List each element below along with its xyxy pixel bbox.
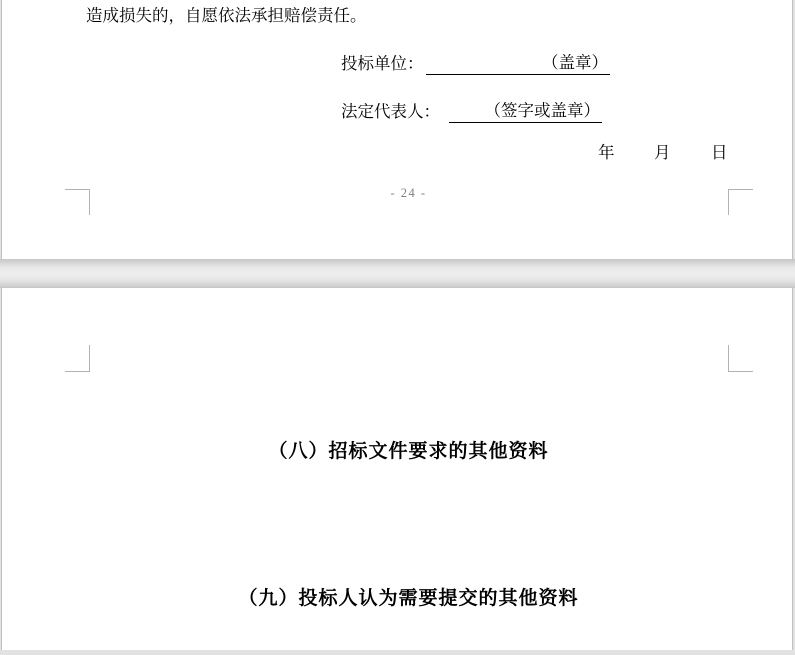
page-gap xyxy=(0,259,795,288)
margin-corner-mark-bottom-right xyxy=(728,189,753,215)
paragraph-text: 造成损失的，自愿依法承担赔偿责任。 xyxy=(86,6,367,25)
document-page-24[interactable] xyxy=(1,0,793,259)
date-year-label: 年 xyxy=(598,143,615,162)
date-day-label: 日 xyxy=(711,143,728,162)
margin-corner-mark-bottom-left xyxy=(65,189,90,215)
section-heading-8: （八）招标文件要求的其他资料 xyxy=(268,441,549,462)
sign-or-seal-hint: （签字或盖章） xyxy=(484,101,600,120)
seal-hint: （盖章） xyxy=(542,53,608,72)
legal-representative-label: 法定代表人： xyxy=(341,102,440,121)
margin-corner-mark-top-right xyxy=(728,345,753,372)
legal-representative-fill-line xyxy=(449,101,602,123)
bidder-unit-label: 投标单位： xyxy=(341,54,424,73)
bidder-unit-fill-line xyxy=(426,53,610,75)
section-heading-9: （九）投标人认为需要提交的其他资料 xyxy=(238,588,579,609)
document-page-25[interactable] xyxy=(1,288,793,650)
margin-corner-mark-top-left xyxy=(65,345,90,372)
date-month-label: 月 xyxy=(654,143,671,162)
page-number: - 24 - xyxy=(390,186,427,200)
